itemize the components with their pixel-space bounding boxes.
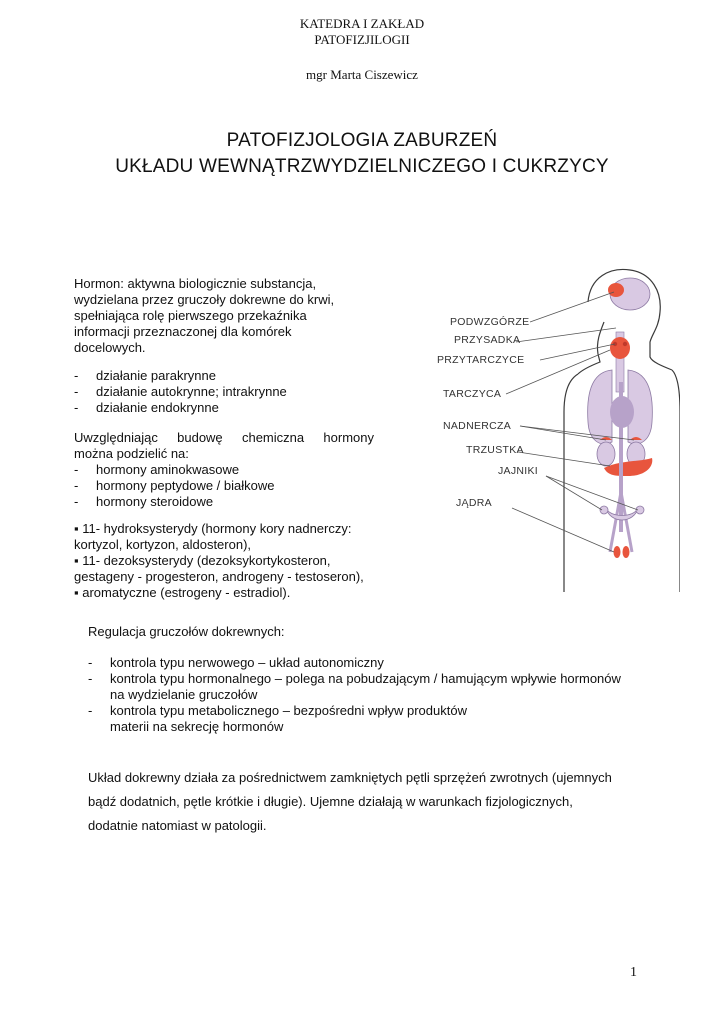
definition-line: informacji przeznaczonej dla komórek — [74, 324, 292, 339]
department-name — [0, 16, 724, 48]
label-testes: JĄDRA — [456, 497, 492, 509]
feedback-line: bądź dodatnich, pętle krótkie i długie). Ujemne działają w warunkach fizjologicznych, — [88, 794, 573, 809]
list-item: - kontrola typu metabolicznego – bezpośredni wpływ produktów — [88, 703, 467, 718]
department-line-1: KATEDRA I ZAKŁAD — [299, 16, 425, 31]
author-name: mgr Marta Ciszewicz — [306, 67, 418, 82]
ovary — [600, 506, 608, 514]
parathyroid-gland — [623, 342, 627, 346]
regulation-heading: Regulacja gruczołów dokrewnych: — [88, 624, 285, 639]
label-pituitary: PRZYSADKA — [454, 334, 521, 346]
label-thyroid: TARCZYCA — [443, 388, 502, 400]
list-item: - kontrola typu nerwowego – układ autonomiczny — [88, 655, 384, 670]
steroid-line: ▪ 11- hydroksysterydy (hormony kory nadnerczy: — [74, 521, 352, 536]
page-title — [0, 128, 724, 180]
action-types-list — [74, 368, 374, 416]
list-item: - działanie parakrynne — [74, 368, 216, 383]
feedback-line: Układ dokrewny działa za pośrednictwem zamkniętych pętli sprzężeń zwrotnych (ujemnych — [88, 770, 612, 785]
list-item: - hormony aminokwasowe — [74, 462, 240, 477]
regulation-list — [88, 655, 668, 735]
endocrine-diagram — [437, 262, 680, 622]
classification-intro: Uwzględniając budowę chemiczna hormony — [74, 430, 374, 445]
right-body-outline — [672, 370, 680, 592]
classification-intro-2: można podzielić na: — [74, 446, 189, 461]
label-adrenal: NADNERCZA — [443, 420, 512, 432]
aorta — [619, 382, 623, 532]
list-item: - działanie autokrynne; intrakrynne — [74, 384, 287, 399]
list-item-continuation: materii na sekrecję hormonów — [110, 719, 284, 734]
list-item: - działanie endokrynne — [74, 400, 219, 415]
definition-line: spełniająca rolę pierwszego przekaźnika — [74, 308, 307, 323]
hormone-definition — [74, 276, 374, 356]
left-kidney — [597, 442, 615, 466]
steroid-line: ▪ 11- dezoksysterydy (dezoksykortykosteron, — [74, 553, 331, 568]
steroid-line: gestageny - progesteron, androgeny - testoseron), — [74, 569, 364, 584]
list-item: - hormony peptydowe / białkowe — [74, 478, 275, 493]
label-ovaries: JAJNIKI — [498, 465, 539, 477]
thyroid-gland — [610, 337, 630, 359]
left-lung — [588, 370, 612, 444]
left-body-outline — [564, 374, 578, 592]
definition-line: docelowych. — [74, 340, 146, 355]
feedback-line: dodatnie natomiast w patologii. — [88, 818, 267, 833]
feedback-paragraph — [88, 766, 688, 838]
steroid-types — [74, 521, 394, 601]
definition-line: Hormon: aktywna biologicznie substancja, — [74, 276, 317, 291]
face-outline — [578, 322, 604, 374]
hormone-classification — [74, 430, 374, 510]
testis — [623, 546, 630, 558]
definition-line: wydzielana przez gruczoły dokrewne do krwi, — [74, 292, 335, 307]
steroid-line: kortyzol, kortyzon, aldosteron), — [74, 537, 252, 552]
testis — [614, 546, 621, 558]
list-item: - kontrola typu hormonalnego – polega na pobudzającym / hamującym wpływie hormonów — [88, 671, 621, 686]
title-line-2: UKŁADU WEWNĄTRZWYDZIELNICZEGO I CUKRZYCY — [115, 156, 609, 177]
department-line-2: PATOFIZJILOGII — [314, 32, 410, 47]
page-number: 1 — [630, 965, 637, 980]
title-line-1: PATOFIZJOLOGIA ZABURZEŃ — [226, 130, 498, 151]
label-parathyroid: PRZYTARCZYCE — [437, 354, 525, 366]
steroid-line: ▪ aromatyczne (estrogeny - estradiol). — [74, 585, 291, 600]
label-pancreas: TRZUSTKA — [466, 444, 524, 456]
hypothalamus-gland — [608, 283, 624, 297]
label-hypothalamus: PODWZGÓRZE — [450, 316, 530, 328]
list-item: - hormony steroidowe — [74, 494, 214, 509]
list-item-continuation: na wydzielanie gruczołów — [110, 687, 258, 702]
